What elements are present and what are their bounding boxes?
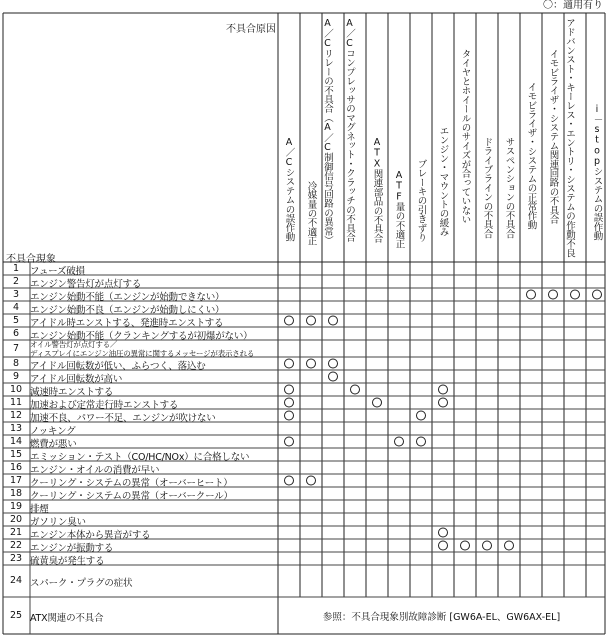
row-symptom: 加速不良、パワー不足、エンジンが吹けない: [30, 412, 216, 424]
row-symptom: エミッション・テスト（CO/HC/NOx）に合格しない: [30, 451, 250, 463]
reference-note: 参照：不具合現象別故障診断 [GW6A-EL、GW6AX-EL]: [322, 611, 561, 623]
column-header: 冷媒量の不適正: [305, 181, 317, 246]
row-number: 2: [12, 275, 20, 287]
applicable-mark: [329, 372, 338, 381]
applicable-mark: [527, 290, 536, 299]
row-number: 13: [9, 422, 23, 434]
row-number: 20: [9, 513, 23, 525]
row-symptom: ガソリン臭い: [30, 516, 86, 528]
row-symptom: ATX関連の不具合: [30, 612, 104, 624]
column-header: A／Cシステムの誤作動: [283, 137, 295, 242]
row-symptom: エンジン警告灯が点灯する: [30, 278, 142, 290]
row-number: 11: [9, 396, 23, 408]
row-number: 24: [9, 575, 23, 586]
row-symptom: フューズ破損: [30, 265, 85, 277]
row-symptom: スパーク・プラグの症状: [30, 578, 133, 589]
applicable-mark: [285, 476, 294, 485]
applicable-mark: [417, 411, 426, 420]
applicable-mark: [571, 290, 580, 299]
applicable-mark: [329, 316, 338, 325]
column-header: イモビライザ・システム関連回路の不具合: [547, 49, 559, 224]
applicable-mark: [395, 437, 404, 446]
row-symptom: エンジン始動不能（エンジンが始動できない）: [30, 291, 225, 303]
row-number: 25: [9, 609, 23, 621]
column-header: エンジン・マウントの緩み: [437, 126, 449, 237]
row-number: 19: [9, 500, 23, 512]
row-symptom: クーリング・システムの異常（オーバークール）: [30, 490, 233, 502]
applicable-mark: [505, 541, 514, 550]
column-header: A／Cリレーの不具合（A／C制御信号回路の異常）: [322, 18, 333, 245]
row-number: 22: [9, 539, 23, 551]
applicable-mark: [461, 541, 470, 550]
row-number: 4: [12, 301, 20, 313]
applicable-mark: [285, 411, 294, 420]
applicable-mark: [483, 541, 492, 550]
applicable-mark: [307, 359, 316, 368]
row-symptom: 燃費が悪い: [30, 438, 77, 450]
applicable-mark: [285, 316, 294, 325]
column-header: i－stopシステムの誤作動: [591, 104, 603, 241]
row-symptom: アイドル時エンストする、発進時エンストする: [30, 317, 224, 329]
symptom-header-label: 不具合現象: [6, 254, 56, 265]
applicable-mark: [307, 316, 316, 325]
row-number: 16: [9, 461, 23, 473]
row-symptom: 減速時エンストする: [30, 386, 114, 398]
row-number: 6: [12, 327, 20, 339]
row-number: 5: [12, 314, 20, 326]
row-symptom: 加速および定常走行時エンストする: [30, 399, 179, 411]
applicable-mark: [329, 359, 338, 368]
row-number: 12: [9, 409, 23, 421]
applicable-mark: [439, 541, 448, 550]
row-symptom: クーリング・システムの異常（オーバーヒート）: [30, 477, 233, 489]
row-symptom: 硫黄臭が発生する: [30, 555, 105, 567]
row-number: 15: [9, 448, 23, 460]
row-number: 17: [9, 474, 23, 486]
row-symptom: 排煙: [30, 503, 49, 515]
applicable-mark: [285, 437, 294, 446]
applicable-mark: [549, 290, 558, 299]
row-symptom: エンジン始動不良（エンジンが始動しにくい）: [30, 304, 225, 316]
row-number: 14: [9, 435, 23, 447]
row-number: 8: [12, 357, 20, 369]
column-header: アドバンスト・キーレス・エントリ・システムの作動不良: [564, 18, 575, 258]
row-symptom: エンジンが振動する: [30, 542, 114, 554]
applicable-mark: [307, 476, 316, 485]
row-number: 3: [12, 288, 20, 300]
applicable-mark: [417, 437, 426, 446]
row-symptom: アイドル回転数が低い、ふらつく、落込む: [30, 360, 206, 372]
column-header: タイヤとホイールのサイズが合っていない: [459, 49, 471, 224]
column-header: A／Cコンプレッサのマグネット・クラッチの不具合: [344, 18, 355, 242]
row-symptom: エンジン本体から異音がする: [30, 529, 151, 541]
column-header: ブレーキの引きずり: [415, 159, 427, 242]
applicable-mark: [285, 398, 294, 407]
row-number: 9: [12, 370, 20, 382]
column-header: ATX関連部品の不具合: [371, 137, 383, 243]
applicable-mark: [373, 398, 382, 407]
applicable-mark: [439, 528, 448, 537]
row-number: 1: [12, 262, 20, 274]
applicable-mark: [351, 385, 360, 394]
row-symptom: オイル警告灯が点灯する／ ディスプレイにエンジン油圧の異常に関するメッセージが表示される: [30, 340, 255, 358]
applicable-mark: [439, 398, 448, 407]
row-symptom: ノッキング: [30, 425, 76, 437]
applicable-mark: [285, 359, 294, 368]
row-symptom: エンジン・オイルの消費が早い: [30, 464, 160, 476]
legend: 〇：適用有り: [543, 0, 603, 11]
row-number: 18: [9, 487, 23, 499]
applicable-mark: [285, 385, 294, 394]
applicable-mark: [439, 385, 448, 394]
column-header: サスペンションの不具合: [503, 137, 515, 239]
row-number: 7: [12, 342, 20, 354]
row-symptom: エンジン始動不能（クランキングするが初爆がない）: [30, 330, 253, 342]
applicable-mark: [593, 290, 602, 299]
column-header: イモビライザ・システムの正常作動: [525, 82, 537, 230]
column-header: ドライブラインの不具合: [481, 137, 493, 239]
column-header: ATF量の不適正: [393, 170, 405, 249]
row-symptom: アイドル回転数が高い: [30, 373, 123, 385]
row-number: 23: [9, 552, 23, 564]
row-number: 21: [9, 526, 23, 538]
cause-header-label: 不具合原因: [226, 24, 276, 35]
row-number: 10: [9, 383, 23, 395]
